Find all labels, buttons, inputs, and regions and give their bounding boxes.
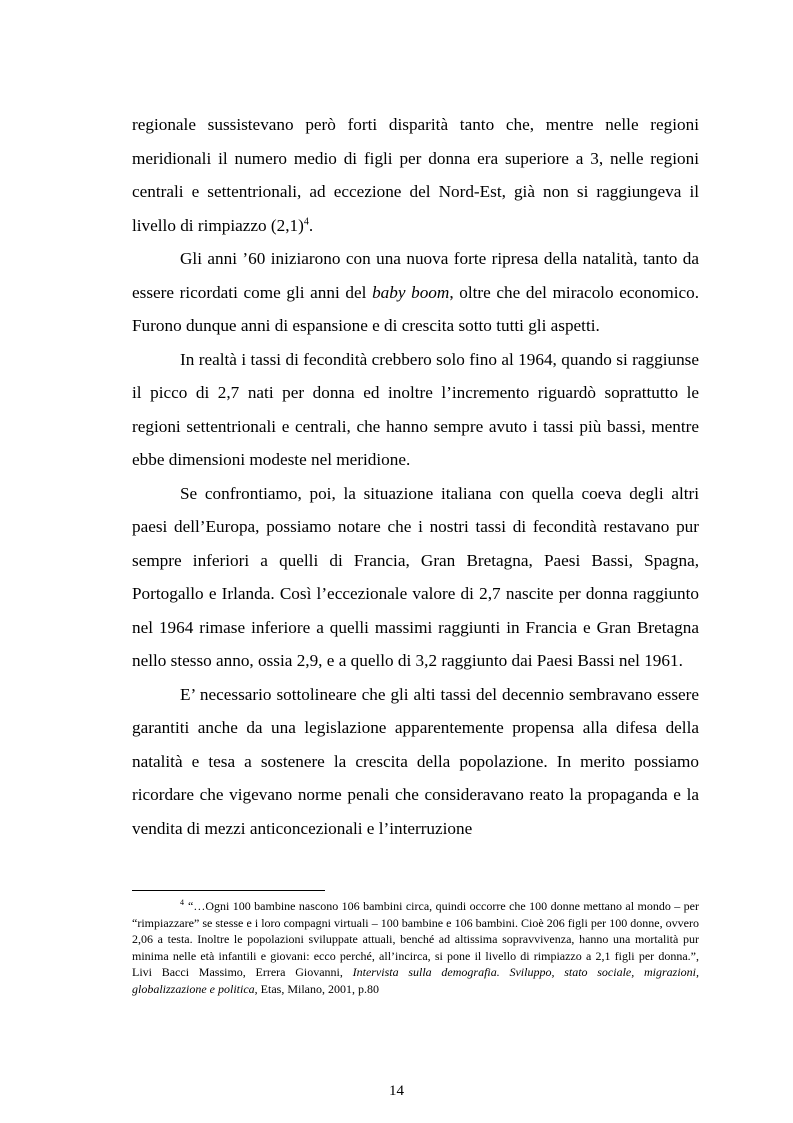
footnote-separator bbox=[132, 890, 325, 891]
page-number: 14 bbox=[389, 1083, 404, 1099]
footnote-number: 4 bbox=[180, 898, 184, 907]
footnote-book-title: Intervista sulla demografia. Sviluppo, stato sociale, migrazioni, globalizzazione e politica bbox=[132, 965, 699, 996]
paragraph-5: E’ necessario sottolineare che gli alti tassi del decennio sembravano essere garantiti anche da una legislazione apparentemente propensa alla difesa della natalità e tesa a sostenere la crescita della popolazione. In merito possiamo ricordare che vigevano norme penali che consideravano reato la propaganda e la vendita di mezzi anticoncezionali e l’interruzione bbox=[132, 684, 699, 838]
emphasis-baby-boom: baby boom bbox=[372, 282, 450, 302]
body-text bbox=[132, 108, 699, 845]
paragraph-4: Se confrontiamo, poi, la situazione italiana con quella coeva degli altri paesi dell’Europa, possiamo notare che i nostri tassi di fecondità restavano pur sempre inferiori a quelli di Francia, Gran Bretagna, Paesi Bassi, Spagna, Portogallo e Irlanda. Così l’eccezionale valore di 2,7 nascite per donna raggiunto nel 1964 rimase inferiore a quelli massimi raggiunti in Francia e Gran Bretagna nello stesso anno, ossia 2,9, e a quello di 3,2 raggiunto dai Paesi Bassi nel 1961. bbox=[132, 483, 699, 670]
footnote-4 bbox=[132, 898, 699, 998]
footnote-reference[interactable]: 4 bbox=[303, 215, 309, 227]
paragraph-2: Gli anni ’60 iniziarono con una nuova forte ripresa della natalità, tanto da essere ricordati come gli anni del baby boom, oltre che del miracolo economico. Furono dunque anni di espansione e di crescita sotto tutti gli aspetti. bbox=[132, 249, 700, 335]
paragraph-3: In realtà i tassi di fecondità crebbero solo fino al 1964, quando si raggiunse il picco di 2,7 nati per donna ed inoltre l’incremento riguardò soprattutto le regioni settentrionali e centrali, che hanno sempre avuto i tassi più bassi, mentre ebbe dimensioni modeste nel meridione. bbox=[132, 349, 699, 469]
footnote-tail: , Etas, Milano, 2001, p.80 bbox=[254, 981, 379, 996]
paragraph-1: regionale sussistevano però forti disparità tanto che, mentre nelle regioni meridionali il numero medio di figli per donna era superiore a 3, nelle regioni centrali e settentrionali, ad eccezione del Nord-Est, già non si raggiungeva il livello di rimpiazzo $(2,1)^4$. bbox=[132, 115, 699, 235]
footnote-text: “…Ogni 100 bambine nascono 106 bambini circa, quindi occorre che 100 donne mettano al mondo – per “rimpiazzare” se stesse e i loro compagni virtuali – 100 bambine e 106 bambini. Cioè 206 figli per 100 donne, ovvero 2,06 a testa. Inoltre le popolazioni sviluppate attuali, benché ad altissima sopravvivenza, hanno una mortalità pur minima nelle età infantili e giovani: ecco perché, all’incirca, si pone il livello di rimpiazzo a 2,1 figli per donna.”, Livi Bacci Massimo, Errera Giovanni, bbox=[132, 899, 699, 980]
